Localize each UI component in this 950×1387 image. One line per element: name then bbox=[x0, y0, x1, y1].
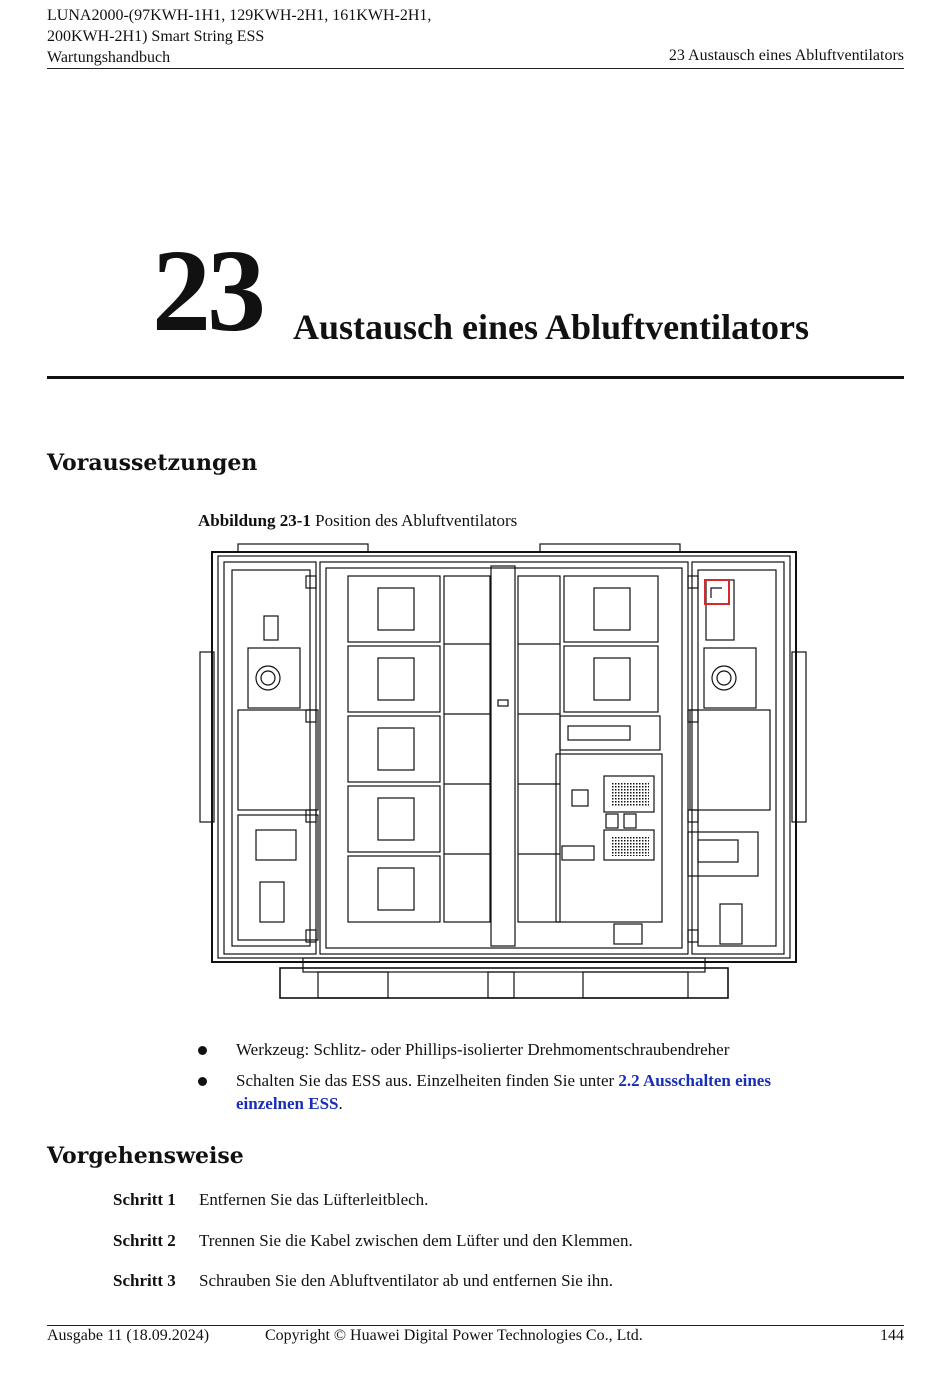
section-heading-procedure: Vorgehensweise bbox=[47, 1143, 244, 1169]
list-item bbox=[198, 1038, 838, 1061]
running-header bbox=[47, 5, 607, 68]
header-divider bbox=[47, 68, 904, 69]
footer-copyright: Copyright © Huawei Digital Power Technologies Co., Ltd. bbox=[265, 1327, 643, 1344]
procedure-step bbox=[113, 1231, 633, 1251]
chapter-number: 23 bbox=[152, 225, 262, 356]
step-label: Schritt 1 bbox=[113, 1190, 176, 1209]
header-product-line-1: LUNA2000-(97KWH-1H1, 129KWH-2H1, 161KWH-2H1, bbox=[47, 7, 432, 24]
footer-page-number: 144 bbox=[880, 1327, 904, 1344]
chapter-title: Austausch eines Abluftventilators bbox=[293, 307, 810, 347]
list-item bbox=[198, 1069, 838, 1115]
header-product-line-2: 200KWH-2H1) Smart String ESS bbox=[47, 28, 265, 45]
header-chapter-ref: 23 Austausch eines Abluftventilators bbox=[668, 47, 904, 64]
figure-caption bbox=[198, 511, 517, 531]
ess-cabinet-drawing bbox=[198, 540, 810, 1002]
bullet-text: Werkzeug: Schlitz- oder Phillips-isolierter Drehmomentschraubendreher bbox=[236, 1040, 730, 1059]
step-text: Trennen Sie die Kabel zwischen dem Lüfter und den Klemmen. bbox=[199, 1231, 633, 1250]
chapter-divider bbox=[47, 376, 904, 379]
bullet-text-lead: Schalten Sie das ESS aus. Einzelheiten finden Sie unter bbox=[236, 1071, 619, 1090]
bullet-text bbox=[236, 1069, 838, 1115]
exhaust-fan-highlight bbox=[705, 580, 729, 604]
header-manual-name: Wartungshandbuch bbox=[47, 49, 171, 66]
step-text: Schrauben Sie den Abluftventilator ab und entfernen Sie ihn. bbox=[199, 1271, 614, 1290]
step-label: Schritt 3 bbox=[113, 1271, 176, 1290]
figure-ess-cabinet bbox=[198, 540, 810, 1007]
footer-divider bbox=[47, 1325, 904, 1326]
footer-edition: Ausgabe 11 (18.09.2024) bbox=[47, 1327, 210, 1344]
figure-label: Abbildung 23-1 bbox=[198, 511, 311, 530]
bullet-text-suffix: . bbox=[338, 1094, 343, 1113]
figure-title: Position des Abluftventilators bbox=[315, 511, 518, 530]
procedure-step bbox=[113, 1271, 613, 1291]
procedure-step bbox=[113, 1190, 428, 1210]
step-label: Schritt 2 bbox=[113, 1231, 176, 1250]
bullet-icon bbox=[198, 1077, 207, 1086]
section-heading-prerequisites: Voraussetzungen bbox=[47, 450, 258, 476]
bullet-icon bbox=[198, 1046, 207, 1055]
xref-link-shutdown-ess[interactable]: 2.2 Ausschalten eines einzelnen ESS bbox=[236, 1071, 771, 1113]
step-text: Entfernen Sie das Lüfterleitblech. bbox=[199, 1190, 429, 1209]
